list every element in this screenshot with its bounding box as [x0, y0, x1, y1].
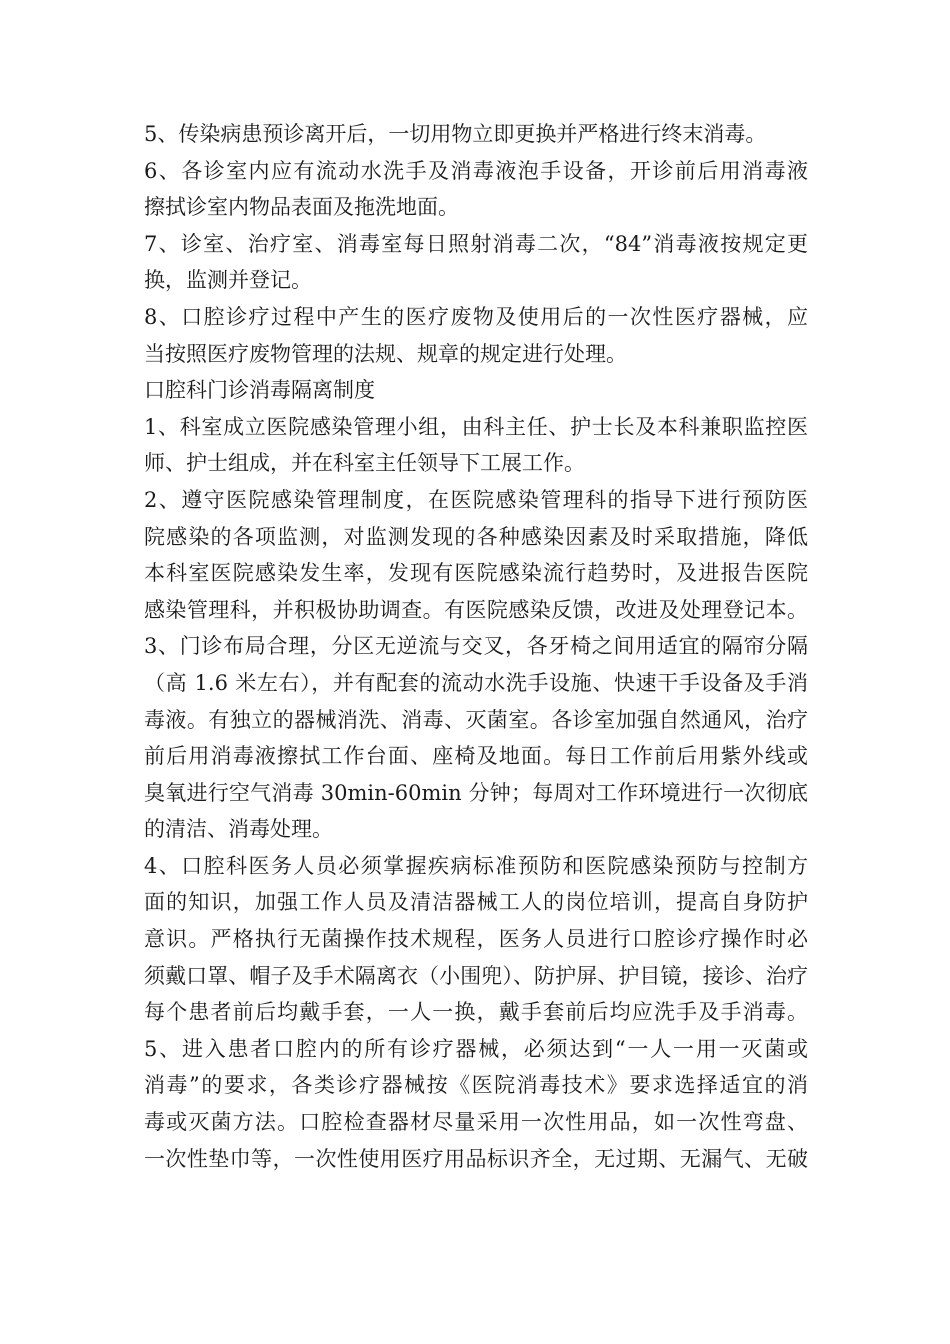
text-line: 消毒”的要求，各类诊疗器械按《医院消毒技术》要求选择适宜的消 — [144, 1073, 808, 1098]
text-line: 当按照医疗废物管理的法规、规章的规定进行处理。 — [144, 341, 627, 366]
text-line: 的清洁、消毒处理。 — [144, 817, 333, 842]
text-line: 换，监测并登记。 — [144, 268, 312, 293]
text-line: 感染管理科，并积极协助调查。有医院感染反馈，改进及处理登记本。 — [144, 597, 808, 622]
text-line: 毒液。有独立的器械消洗、消毒、灭菌室。各诊室加强自然通风，治疗 — [144, 707, 808, 732]
text-line: 2、遵守医院感染管理制度，在医院感染管理科的指导下进行预防医 — [144, 487, 808, 512]
text-line: 臭氧进行空气消毒 30min-60min 分钟；每周对工作环境进行一次彻底 — [144, 780, 808, 805]
text-line: 5、传染病患预诊离开后，一切用物立即更换并严格进行终末消毒。 — [144, 122, 767, 146]
text-line: 须戴口罩、帽子及手术隔离衣（小围兜）、防护屏、护目镜，接诊、治疗 — [144, 963, 808, 988]
text-line: 毒或灭菌方法。口腔检查器材尽量采用一次性用品，如一次性弯盘、 — [144, 1110, 808, 1135]
text-line: 3、门诊布局合理，分区无逆流与交叉，各牙椅之间用适宜的隔帘分隔 — [144, 634, 808, 659]
text-line: 一次性垫巾等，一次性使用医疗用品标识齐全，无过期、无漏气、无破 — [144, 1146, 808, 1171]
text-line: 每个患者前后均戴手套，一人一换，戴手套前后均应洗手及手消毒。 — [144, 1000, 808, 1025]
text-line: （高 1.6 米左右），并有配套的流动水洗手设施、快速干手设备及手消 — [144, 670, 808, 695]
text-line: 院感染的各项监测，对监测发现的各种感染因素及时采取措施，降低 — [144, 524, 808, 549]
text-line: 擦拭诊室内物品表面及拖洗地面。 — [144, 195, 459, 220]
text-line: 意识。严格执行无菌操作技术规程，医务人员进行口腔诊疗操作时必 — [144, 927, 808, 952]
text-line: 7、诊室、治疗室、消毒室每日照射消毒二次，“84”消毒液按规定更 — [144, 231, 808, 256]
text-line: 本科室医院感染发生率，发现有医院感染流行趋势时，及进报告医院 — [144, 561, 808, 586]
document-body — [144, 116, 808, 1177]
text-line: 6、各诊室内应有流动水洗手及消毒液泡手设备，开诊前后用消毒液 — [144, 158, 808, 183]
text-line: 师、护士组成，并在科室主任领导下工展工作。 — [144, 451, 585, 476]
text-line: 前后用消毒液擦拭工作台面、座椅及地面。每日工作前后用紫外线或 — [144, 744, 808, 769]
text-line: 5、进入患者口腔内的所有诊疗器械，必须达到“一人一用一灭菌或 — [144, 1036, 808, 1061]
text-line: 1、科室成立医院感染管理小组，由科主任、护士长及本科兼职监控医 — [144, 414, 808, 439]
text-line: 8、口腔诊疗过程中产生的医疗废物及使用后的一次性医疗器械，应 — [144, 304, 808, 329]
text-line: 面的知识，加强工作人员及清洁器械工人的岗位培训，提高自身防护 — [144, 890, 808, 915]
text-line: 4、口腔科医务人员必须掌握疾病标准预防和医院感染预防与控制方 — [144, 853, 808, 878]
section-heading: 口腔科门诊消毒隔离制度 — [144, 378, 375, 403]
